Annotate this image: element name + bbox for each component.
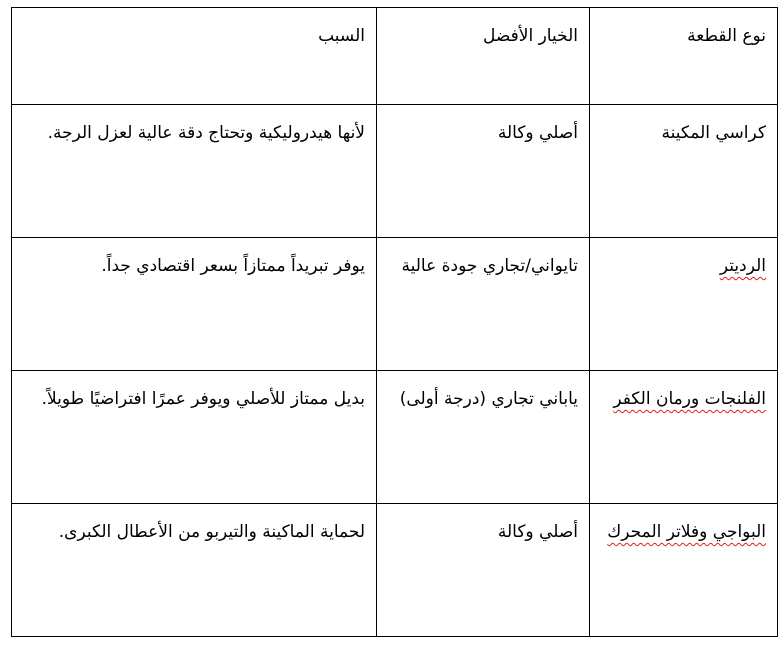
cell-best-choice: أصلي وكالة bbox=[377, 105, 590, 238]
cell-best-choice: ياباني تجاري (درجة أولى) bbox=[377, 371, 590, 504]
header-best-choice: الخيار الأفضل bbox=[377, 8, 590, 105]
cell-part-type bbox=[590, 371, 778, 504]
cell-reason: لأنها هيدروليكية وتحتاج دقة عالية لعزل الرجة. bbox=[12, 105, 377, 238]
header-part-type: نوع القطعة bbox=[590, 8, 778, 105]
cell-reason: لحماية الماكينة والتيربو من الأعطال الكبرى. bbox=[12, 504, 377, 637]
table-header-row bbox=[12, 8, 778, 105]
cell-reason: بديل ممتاز للأصلي ويوفر عمرًا افتراضيًا طويلاً. bbox=[12, 371, 377, 504]
spellcheck-flagged-text: الرديتر bbox=[719, 256, 766, 276]
table-row bbox=[12, 504, 778, 637]
cell-best-choice: تايواني/تجاري جودة عالية bbox=[377, 238, 590, 371]
header-reason: السبب bbox=[12, 8, 377, 105]
cell-part-type: كراسي المكينة bbox=[590, 105, 778, 238]
cell-part-type bbox=[590, 504, 778, 637]
table-row bbox=[12, 105, 778, 238]
cell-reason: يوفر تبريداً ممتازاً بسعر اقتصادي جداً. bbox=[12, 238, 377, 371]
spellcheck-flagged-text: البواجي وفلاتر المحرك bbox=[607, 522, 766, 542]
table-row bbox=[12, 371, 778, 504]
parts-comparison-table bbox=[11, 7, 778, 637]
cell-best-choice: أصلي وكالة bbox=[377, 504, 590, 637]
spellcheck-flagged-text: الفلنجات ورمان الكفر bbox=[613, 389, 766, 409]
cell-part-type bbox=[590, 238, 778, 371]
table-row bbox=[12, 238, 778, 371]
